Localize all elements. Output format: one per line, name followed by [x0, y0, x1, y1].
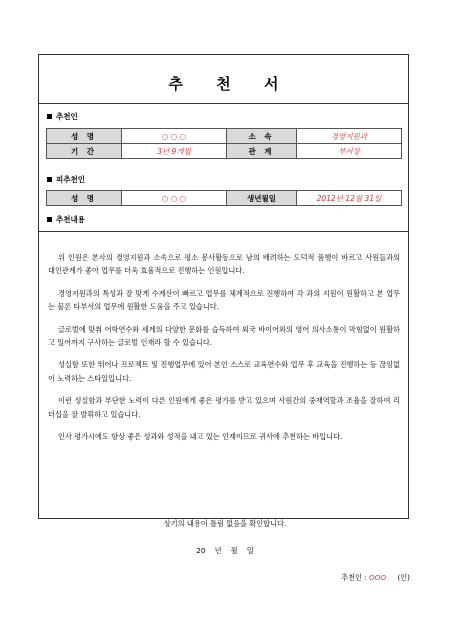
- date-line: 20 년 월 일: [196, 546, 254, 555]
- paragraph: 경영지원과의 특성과 잘 맞게 수계산이 빠르고 업무를 체계적으로 진행하여 각 과의 지원이 원활하고 본 업무는 물론 타부서의 업무에 원활한 도움을 주고 있습니다.: [48, 288, 400, 312]
- recommendee-name: ○ ○ ○: [122, 191, 227, 206]
- document-title: 추 천 서: [168, 75, 293, 93]
- name-label: 성 명: [47, 191, 122, 206]
- paragraph: 인사 평가시에도 항상 좋은 성과와 성적을 내고 있는 인재이므로 귀사에 추천하는 바입니다.: [58, 432, 343, 442]
- signature-line: [341, 573, 410, 583]
- affiliation-value: 경영지원과: [297, 129, 402, 144]
- section-recommendee: [47, 174, 85, 185]
- recommender-table: [46, 128, 402, 159]
- table-row: [47, 129, 402, 144]
- paragraph: 위 인원은 본사의 경영지원과 소속으로 평소 봉사활동으로 남의 배려하는 도덕적 품행이 바르고 사원들과의 대인관계가 좋아 업무를 더욱 효율적으로 진행하는 인원입니다.: [48, 253, 400, 276]
- confirm-statement: 상기의 내용이 틀림 없음을 확인합니다.: [163, 519, 287, 528]
- section-content: [47, 214, 85, 225]
- bullet-square-icon: [47, 177, 52, 182]
- paragraph: 성실함 또한 뛰어나 프로젝트 및 진행업무에 있어 본인 스스로 교육연수와 업무 후 교육을 진행하는 등 끊임없이 노력하는 스타일입니다.: [48, 360, 400, 383]
- signer-label: 추천인 :: [341, 573, 367, 582]
- paragraph: 이런 성실함과 부단한 노력이 다른 인원에게 좋은 평가를 받고 있으며 사원간의 중재역할과 조율을 잘하여 리더십을 잘 발휘하고 있습니다.: [48, 396, 400, 419]
- recommendation-form: [38, 54, 409, 519]
- birth-value: 2012년 12월 31일: [297, 191, 402, 206]
- signer-name: OOO: [369, 573, 386, 582]
- paragraph: 글로벌에 맞춰 어학연수와 세계의 다양한 문화를 습득하여 외국 바이어와의 영어 의사소통이 막힘없이 원활하고 일어까지 구사하는 글로벌 인재라 할 수 있습니다.: [48, 324, 400, 348]
- affiliation-label: 소 속: [227, 129, 297, 144]
- bullet-square-icon: [47, 217, 52, 222]
- title-divider: [39, 103, 408, 104]
- section-recommender: [47, 111, 78, 122]
- section-label: 추천내용: [56, 215, 85, 224]
- section-label: 추천인: [56, 112, 78, 121]
- bullet-square-icon: [47, 114, 52, 119]
- content-divider: [39, 231, 408, 232]
- birth-label: 생년월일: [227, 191, 297, 206]
- table-row: [47, 191, 402, 206]
- relation-value: 부서장: [297, 144, 402, 159]
- recommender-name: ○ ○ ○: [122, 129, 227, 144]
- section-label: 피추천인: [56, 175, 85, 184]
- table-row: [47, 144, 402, 159]
- recommendation-body: [48, 251, 400, 452]
- period-label: 기 간: [47, 144, 122, 159]
- recommendee-table: [46, 190, 402, 206]
- relation-label: 관 계: [227, 144, 297, 159]
- name-label: 성 명: [47, 129, 122, 144]
- period-value: 3년 9개월: [122, 144, 227, 159]
- seal-mark: (인): [397, 573, 410, 582]
